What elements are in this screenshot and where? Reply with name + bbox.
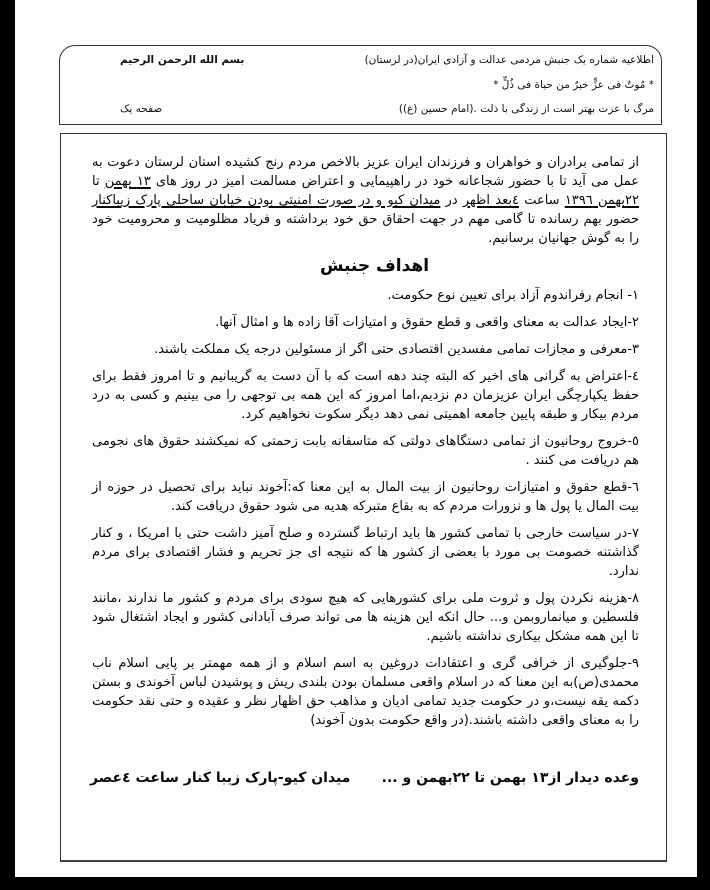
intro-text: از تمامی برادران و خواهران و فرزندان ایران عزیز بالاخص مردم رنج کشیده استان لرستان دعوت به عمل می آید تا با حضور شجاعانه خود در راهپیمایی و اعتراض مسالمت امیز در روز های: [92, 155, 639, 189]
goal-item: ۷-در سیاست خارجی با تمامی کشور ها باید ارتباط گسترده و صلح آمیز داشت حتی با امریکا ، و کنار گذاشتنه خصومت بی مورد با بعضی از کشور ها که نتیجه ای جز تحریم و فشار اقتصادی برای مردم ندارد.: [92, 526, 639, 579]
bismillah: بسم الله الرحمن الرحیم: [120, 54, 245, 66]
announcement-title: اطلاعیه شماره یک جنبش مردمی عدالت و آزادی ایران(در لرستان): [364, 54, 654, 66]
goal-item: ۲-ایجاد عدالت به معنای واقعی و قطع حقوق و امتیازات آقا زاده ها و امثال آنها.: [215, 315, 639, 330]
persian-quote: مرگ با عزت بهتر است از زندگی با ذلت .(امام حسین (ع)): [398, 103, 654, 115]
page-number-label: صفحه یک: [120, 103, 163, 115]
goal-item: ۱- انجام رفراندوم آزاد برای تعیین نوع حکومت.: [387, 288, 639, 303]
goal-item: ۹-جلوگیری از خرافی گری و اعتقادات دروغین به اسم اسلام و از همه مهمتر بر پایی اسلام ناب محمدی(ص)به این معنا که در اسلام واقعی مسلمان بودن بلندی ریش و پوشیدن لباس آخوندی و بستن دکمه یقه نیست،و در حکومت جدید تمامی ادیان و مذاهب حق اظهار نظر و عقیده و حتی نقد حکومت را به معنای واقعی داشته باشند.(در واقع حکومت بدون آخوند): [92, 656, 639, 728]
intro-text: حضور بهم رسانده تا گامی مهم در جهت احقاق حق خود برداشته و فریاد مظلومیت و محرومیت خود را به گوش جهانیان برسانیم.: [92, 212, 639, 246]
goal-item: ٥-خروج روحانیون از تمامی دستگاهای دولتی که متاسفانه بابت زحمتی که نمیکشند حقوق های نجومی هم دریافت می کنند .: [92, 434, 639, 468]
goal-item: ٦-قطع حقوق و امتیازات روحانیون از بیت المال به این معنا که:آخوند نباید برای تحصیل در حوزه از بیت المال یا پول ها و نزورات مردم که به بقاع متبرکه هدیه می شود حقوق دریافت کند.: [92, 480, 639, 514]
appointment-place-time: میدان کیو-پارک زیبا کنار ساعت ٤عصر: [90, 770, 351, 786]
goals-heading: اهداف جنبش: [319, 256, 430, 276]
arabic-quote: * مُوتٌ فی عزٍّ خیرٌ من حیاة فی ذُلٍّ *: [493, 79, 654, 91]
intro-text: ساعت: [518, 193, 565, 208]
intro-text: در: [440, 193, 463, 208]
rally-time: ٤بعد اظهر: [462, 193, 519, 208]
start-date: ۱۳ بهمن: [104, 174, 151, 189]
intro-paragraph: [92, 153, 639, 248]
goal-item: ٤-اعتراض به گرانی های اخیر که البته چند دهه است که با آن دست به گریبانیم و تا امروز فقط برای حفظ یکپارچگی ایران عزیزمان دم نزدیم،اما امروز که این همه بی توجهی را می بینیم و کسی به درد مردم بیکار و طبقه پایین جامعه اهمیتی نمی دهد دیگر سکوت نخواهیم کرد.: [92, 369, 639, 422]
header-box: [59, 45, 662, 125]
goal-item: ۸-هزینه نکردن پول و ثروت ملی برای کشورهایی که هیچ سودی برای مردم و کشور ما ندارند ،مانند فلسطین و میانماروبمن و... حال انکه این هزینه ها می تواند صرف آبادانی کشور و ایجاد اشتغال شود تا این همه مشکل بیکاری نداشته باشیم.: [92, 591, 639, 644]
appointment-dates: وعده دیدار از۱۳ بهمن تا ۲۲بهمن و ...: [381, 770, 639, 786]
rally-location: میدان کیو و در صورت امنیتی بودن خیابان ساحلی پارک زیباکنار: [92, 193, 441, 208]
content-body: [92, 153, 639, 738]
end-date: ۲۲بهمن ۱۳۹٦: [564, 193, 640, 208]
main-content-box: [60, 133, 667, 862]
goal-item: ۳-معرفی و مجازات تمامی مفسدین اقتصادی حتی اگر از مسئولین درجه یک مملکت باشند.: [154, 342, 639, 357]
document-page: [15, 0, 697, 877]
intro-text: تا: [92, 174, 105, 189]
